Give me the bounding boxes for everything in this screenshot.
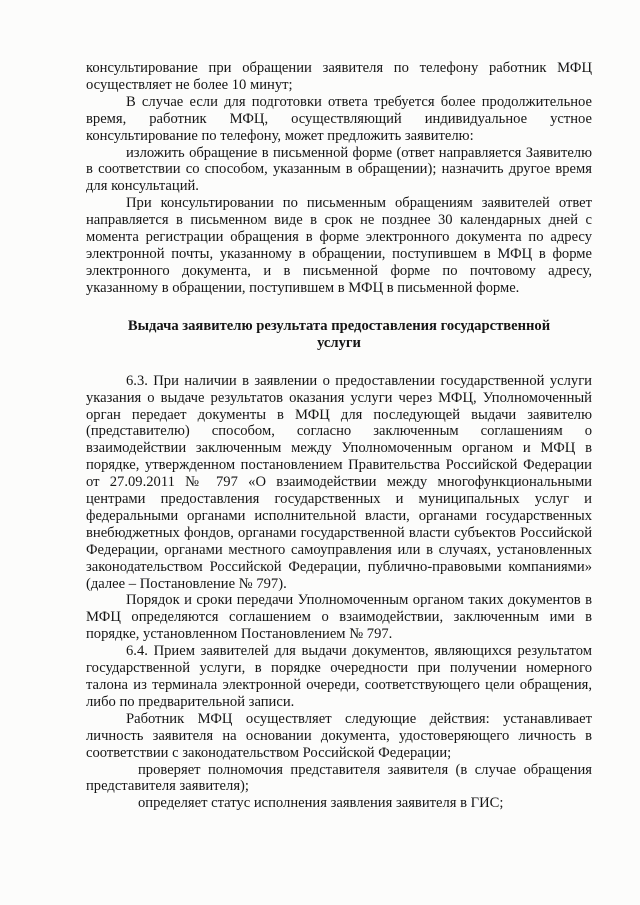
paragraph-check-authority: проверяет полномочия представителя заявителя (в случае обращения представителя заявителя); xyxy=(86,761,592,795)
document-body xyxy=(86,60,592,812)
paragraph-phone-consulting-limit: консультирование при обращении заявителя по телефону работник МФЦ осуществляет не более 10 минут; xyxy=(86,60,592,93)
paragraph-transfer-order: Порядок и сроки передачи Уполномоченным органом таких документов в МФЦ определяются соглашением о взаимодействии, заключенным ими в порядке, установленном Постановлением № 797. xyxy=(86,592,592,643)
paragraph-written-form: изложить обращение в письменной форме (ответ направляется Заявителю в соответствии со способом, указанным в обращении); назначить другое время для консультаций. xyxy=(86,144,592,195)
section-heading: Выдача заявителю результата предоставления государственной услуги xyxy=(127,317,551,351)
paragraph-6-4: 6.4. Прием заявителей для выдачи документов, являющихся результатом государственной услуги, в порядке очередности при получении номерного талона из терминала электронной очереди, соответствующего цели обращения, либо по предварительной записи. xyxy=(86,643,592,710)
paragraph-written-consulting: При консультировании по письменным обращениям заявителей ответ направляется в письменном виде в срок не позднее 30 календарных дней с момента регистрации обращения в форме электронного документа по адресу электронной почты, указанному в обращении, поступившем в МФЦ в форме электронного документа, и в письменной форме по почтовому адресу, указанному в обращении, поступившем в МФЦ в письменной форме. xyxy=(86,195,592,296)
paragraph-status-check: определяет статус исполнения заявления заявителя в ГИС; xyxy=(138,795,504,812)
paragraph-longer-answer: В случае если для подготовки ответа требуется более продолжительное время, работник МФЦ, осуществляющий индивидуальное устное консультирование по телефону, может предложить заявителю: xyxy=(86,93,592,144)
paragraph-mfc-actions: Работник МФЦ осуществляет следующие действия: устанавливает личность заявителя на основании документа, удостоверяющего личность в соответствии с законодательством Российской Федерации; xyxy=(86,710,592,761)
paragraph-6-3: 6.3. При наличии в заявлении о предоставлении государственной услуги указания о выдаче результатов оказания услуги через МФЦ, Уполномоченный орган передает документы в МФЦ для последующей выдачи заявителю (представителю) способом, согласно заключенным соглашениям о взаимодействии заключенным между Уполномоченным органом и МФЦ в порядке, утвержденном постановлением Правительства Российской Федерации от 27.09.2011 № 797 «О взаимодействии между многофункциональными центрами предоставления государственных и муниципальных услуг и федеральными органами исполнительной власти, органами государственных внебюджетных фондов, органами государственной власти субъектов Российской Федерации, органами местного самоуправления или в случаях, установленных законодательством Российской Федерации, публично-правовыми компаниями» (далее – Постановление № 797). xyxy=(86,372,592,592)
